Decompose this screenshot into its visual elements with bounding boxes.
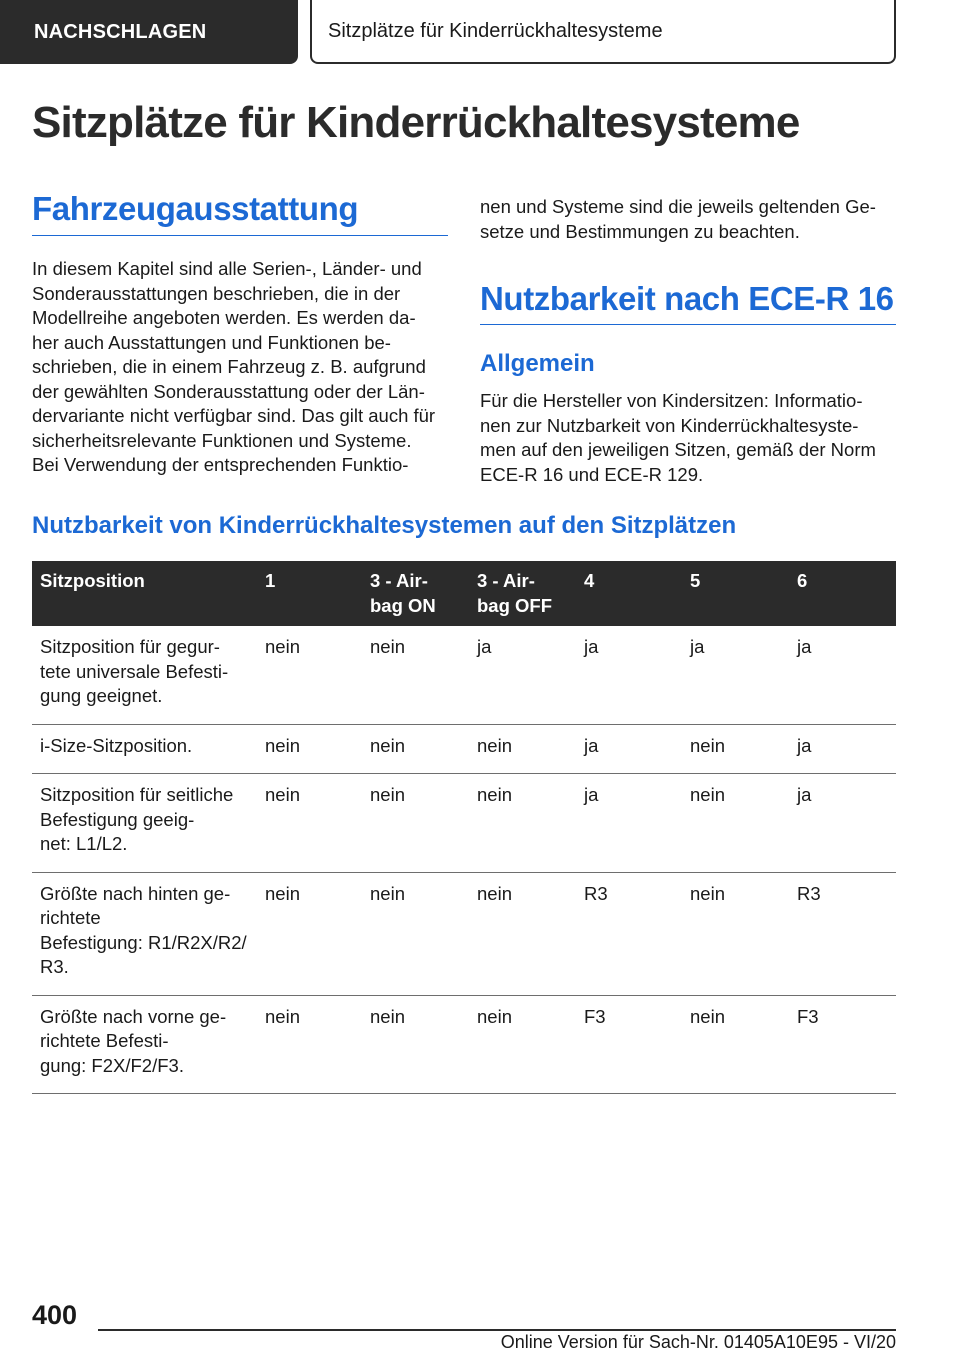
value-cell: nein <box>362 872 469 995</box>
value-cell: nein <box>257 626 362 724</box>
value-cell: ja <box>789 724 896 774</box>
text-line: schrieben, die in einem Fahrzeug z. B. aufgrund <box>32 356 426 377</box>
text-line: der gewählten Sonderausstattung oder der Län- <box>32 380 425 402</box>
value-cell: nein <box>469 872 576 995</box>
text-line: sicherheitsrelevante Funktionen und Systeme. <box>32 429 412 451</box>
page-number: 400 <box>32 1300 78 1330</box>
page-title: Sitzplätze für Kinderrückhaltesysteme <box>32 98 800 147</box>
header-cell: 3 - Air- bag ON <box>362 561 469 626</box>
equipment-paragraph <box>32 257 435 478</box>
value-cell: R3 <box>789 872 896 995</box>
chapter-tab-label: Sitzplätze für Kinderrückhaltesysteme <box>328 19 663 42</box>
text-line: Bei Verwendung der entsprechenden Funktio- <box>32 454 409 475</box>
equipment-paragraph-continued <box>480 195 876 244</box>
value-cell: ja <box>789 626 896 724</box>
text-line: nen und Systeme sind die jeweils geltenden Ge- <box>480 196 876 217</box>
section-tab <box>0 0 298 64</box>
table-row <box>32 774 896 873</box>
value-cell: nein <box>682 774 789 873</box>
value-cell: nein <box>682 995 789 1094</box>
table-row <box>32 626 896 724</box>
value-cell: nein <box>682 872 789 995</box>
header-cell: 3 - Air- bag OFF <box>469 561 576 626</box>
value-cell: nein <box>257 995 362 1094</box>
table-title: Nutzbarkeit von Kinderrückhaltesystemen auf den Sitzplätzen <box>32 512 737 539</box>
value-cell: F3 <box>576 995 682 1094</box>
text-line: men auf den jeweiligen Sitzen, gemäß der Norm <box>480 439 876 460</box>
value-cell: nein <box>469 724 576 774</box>
row-label-cell: Sitzposition für seitliche Befestigung geeig- net: L1/L2. <box>32 774 257 873</box>
seat-usability-table <box>32 561 896 1094</box>
value-cell: ja <box>682 626 789 724</box>
header-cell: 5 <box>682 561 789 626</box>
text-line: Sonderausstattungen beschrieben, die in der <box>32 282 401 304</box>
text-line: her auch Ausstattungen und Funktionen be- <box>32 331 391 353</box>
value-cell: ja <box>576 724 682 774</box>
section-heading-fahrzeugausstattung: Fahrzeugausstattung <box>32 190 448 236</box>
value-cell: R3 <box>576 872 682 995</box>
row-label-cell: Größte nach hinten ge- richtete Befestigung: R1/R2X/R2/ R3. <box>32 872 257 995</box>
value-cell: nein <box>257 724 362 774</box>
row-label-cell: Sitzposition für gegur- tete universale Befesti- gung geeignet. <box>32 626 257 724</box>
value-cell: nein <box>682 724 789 774</box>
text-line: In diesem Kapitel sind alle Serien-, Länder- und <box>32 258 422 279</box>
header-cell: 6 <box>789 561 896 626</box>
text-line: setze und Bestimmungen zu beachten. <box>480 220 800 242</box>
chapter-tab <box>310 0 896 64</box>
value-cell: ja <box>576 626 682 724</box>
text-line: ECE-R 16 und ECE-R 129. <box>480 463 704 485</box>
text-line: dervariante nicht verfügbar sind. Das gilt auch für <box>32 405 436 426</box>
text-line: Für die Hersteller von Kindersitzen: Informatio- <box>480 390 863 411</box>
table-row <box>32 872 896 995</box>
value-cell: ja <box>576 774 682 873</box>
row-label-cell: Größte nach vorne ge- richtete Befesti- gung: F2X/F2/F3. <box>32 995 257 1094</box>
section-tab-label: NACHSCHLAGEN <box>34 20 207 43</box>
footer-divider <box>98 1329 896 1331</box>
value-cell: nein <box>362 774 469 873</box>
table-header-row <box>32 561 896 626</box>
footer-version-text: Online Version für Sach-Nr. 01405A10E95 - VI/20 <box>500 1332 896 1352</box>
text-line: Modellreihe angeboten werden. Es werden da- <box>32 307 416 328</box>
general-paragraph <box>480 389 876 487</box>
value-cell: ja <box>469 626 576 724</box>
value-cell: F3 <box>789 995 896 1094</box>
row-label-cell: i-Size-Sitzposition. <box>32 724 257 774</box>
value-cell: nein <box>362 626 469 724</box>
header-cell: 1 <box>257 561 362 626</box>
value-cell: nein <box>469 774 576 873</box>
table-row <box>32 724 896 774</box>
subheading-allgemein: Allgemein <box>480 350 595 377</box>
header-cell: Sitzposition <box>32 561 257 626</box>
value-cell: nein <box>257 872 362 995</box>
value-cell: nein <box>362 995 469 1094</box>
value-cell: nein <box>257 774 362 873</box>
text-line: nen zur Nutzbarkeit von Kinderrückhaltesyste- <box>480 414 859 436</box>
section-heading-ece-r16: Nutzbarkeit nach ECE-R 16 <box>480 280 896 325</box>
value-cell: ja <box>789 774 896 873</box>
header-cell: 4 <box>576 561 682 626</box>
value-cell: nein <box>362 724 469 774</box>
table-row <box>32 995 896 1094</box>
value-cell: nein <box>469 995 576 1094</box>
